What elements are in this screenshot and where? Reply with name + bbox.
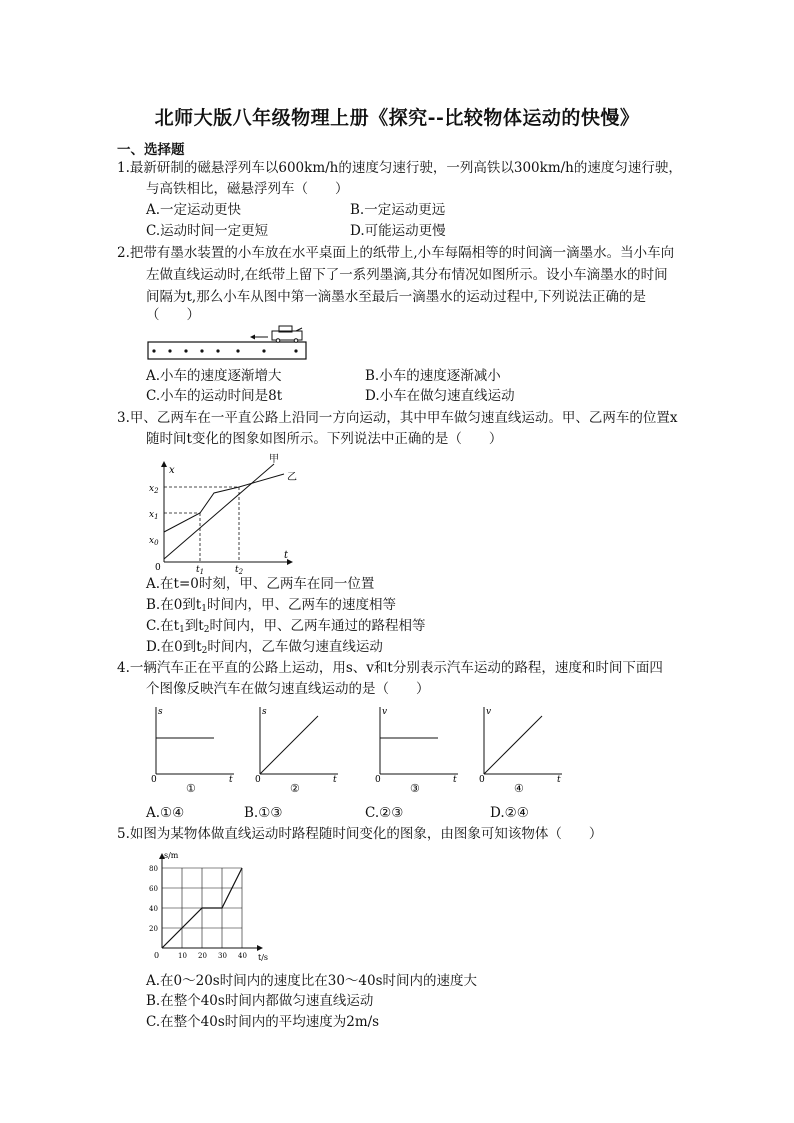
q4-option-b: B.①③ xyxy=(244,805,283,821)
q3-option-d: D.在0到$t_2$时间内，乙车做匀速直线运动 xyxy=(146,639,383,656)
q2-stem-line3: 间隔为t,那么小车从图中第一滴墨水至最后一滴墨水的运动过程中,下列说法正确的是 xyxy=(146,289,647,305)
q4-g3-origin: 0 xyxy=(375,775,381,785)
q5-x-tick: 20 xyxy=(198,952,207,960)
label-jia: 甲 xyxy=(269,454,279,465)
q5-x-tick: 10 xyxy=(178,952,187,960)
q4-g1-origin: 0 xyxy=(151,775,157,785)
q1-option-d: D.可能运动更慢 xyxy=(350,223,446,239)
q4-g1-y-label: s xyxy=(158,707,163,717)
q2-stem-line2: 左做直线运动时,在纸带上留下了一系列墨滴,其分布情况如图所示。设小车滴墨水的时间 xyxy=(146,267,668,283)
q5-y-label: s/m xyxy=(164,851,179,860)
q4-g3-y-label: v xyxy=(382,707,388,717)
tick-x0: $x_0$ xyxy=(149,536,159,547)
toy-car-icon xyxy=(272,326,302,342)
q5-y-tick: 40 xyxy=(149,905,158,913)
q4-g2-sloped-line xyxy=(260,716,318,774)
q4-g4-sloped-line xyxy=(484,716,542,774)
q4-option-a: A.①④ xyxy=(146,805,185,821)
q5-x-tick: 30 xyxy=(218,952,227,960)
y-axis-label: x xyxy=(169,465,175,476)
q5-origin: 0 xyxy=(154,951,160,960)
q3-option-b: B.在0到$t_1$时间内，甲、乙两车的速度相等 xyxy=(146,597,396,614)
q5-y-tick: 80 xyxy=(149,865,158,873)
q1-option-c: C.运动时间一定更短 xyxy=(146,223,269,239)
q5-y-tick: 60 xyxy=(149,885,158,893)
q5-y-tick: 20 xyxy=(149,925,158,933)
q2-option-d: D.小车在做匀速直线运动 xyxy=(365,388,515,404)
q5-option-c: C.在整个40s时间内的平均速度为2m/s xyxy=(146,1014,380,1030)
guide-lines xyxy=(164,487,239,562)
q4-g1-x-label: t xyxy=(229,775,233,785)
q5-stem: 5.如图为某物体做直线运动时路程随时间变化的图象，由图象可知该物体（ ） xyxy=(117,826,603,842)
q2-stem-line4: （ ） xyxy=(146,307,200,323)
q5-option-b: B.在整个40s时间内都做匀速直线运动 xyxy=(146,993,374,1009)
ink-tape-figure xyxy=(146,325,310,363)
line-yi xyxy=(164,474,284,532)
left-arrow-icon xyxy=(250,335,268,340)
q4-g4-origin: 0 xyxy=(479,775,485,785)
tick-x1: $x_1$ xyxy=(149,510,159,521)
paper-tape xyxy=(148,342,306,359)
section-heading: 一、选择题 xyxy=(117,142,185,158)
q3-stem-line1: 3.甲、乙两车在一平直公路上沿同一方向运动，其中甲车做匀速直线运动。甲、乙两车的位置x xyxy=(117,410,678,426)
x-axis-label: t xyxy=(284,550,289,561)
q3-position-time-graph xyxy=(144,450,304,574)
q4-graph-4 xyxy=(474,702,566,797)
origin-label: 0 xyxy=(155,563,161,573)
q2-option-a: A.小车的速度逐渐增大 xyxy=(146,368,282,384)
tick-t2: $t_2$ xyxy=(235,565,244,574)
label-yi: 乙 xyxy=(287,472,297,483)
q4-graph-1 xyxy=(146,702,238,797)
q4-g2-number: ② xyxy=(290,782,300,795)
q4-g2-origin: 0 xyxy=(255,775,261,785)
q4-stem-line2: 个图像反映汽车在做匀速直线运动的是（ ） xyxy=(146,681,430,697)
q4-option-d: D.②④ xyxy=(490,805,529,821)
q1-stem-line1: 1.最新研制的磁悬浮列车以600km/h的速度匀速行驶，一列高铁以300km/h的速度匀速行驶， xyxy=(117,160,682,176)
q3-stem-line2: 随时间t变化的图象如图所示。下列说法中正确的是（ ） xyxy=(146,431,503,447)
tick-x2: $x_2$ xyxy=(149,484,159,495)
q3-option-c: C.在$t_1$到$t_2$时间内，甲、乙两车通过的路程相等 xyxy=(146,618,426,635)
line-jia xyxy=(164,464,274,559)
q1-stem-line2: 与高铁相比，磁悬浮列车（ ） xyxy=(146,181,349,197)
q4-g2-y-label: s xyxy=(262,707,267,717)
q2-stem-line1: 2.把带有墨水装置的小车放在水平桌面上的纸带上,小车每隔相等的时间滴一滴墨水。当小车向 xyxy=(117,245,675,261)
q4-g2-x-label: t xyxy=(333,775,337,785)
q5-option-a: A.在0～20s时间内的速度比在30～40s时间内的速度大 xyxy=(146,973,478,989)
q5-distance-time-graph xyxy=(130,848,280,966)
q5-x-label: t/s xyxy=(258,953,269,962)
q4-g3-x-label: t xyxy=(453,775,457,785)
q4-graph-3 xyxy=(370,702,462,797)
q4-stem-line1: 4.一辆汽车正在平直的公路上运动，用s、v和t分别表示汽车运动的路程，速度和时间下面四 xyxy=(117,660,663,676)
q4-g4-x-label: t xyxy=(557,775,561,785)
tick-t1: $t_1$ xyxy=(196,565,205,574)
q1-option-b: B.一定运动更远 xyxy=(350,202,446,218)
q1-option-a: A.一定运动更快 xyxy=(146,202,242,218)
q4-graph-2 xyxy=(250,702,342,797)
q4-g3-number: ③ xyxy=(410,782,420,795)
page-title: 北师大版八年级物理上册《探究--比较物体运动的快慢》 xyxy=(154,107,640,129)
q4-option-c: C.②③ xyxy=(365,805,404,821)
q4-g4-y-label: v xyxy=(486,707,492,717)
q3-option-a: A.在t=0时刻，甲、乙两车在同一位置 xyxy=(146,576,375,592)
q4-g1-number: ① xyxy=(186,782,196,795)
q5-x-tick: 40 xyxy=(238,952,247,960)
q4-g4-number: ④ xyxy=(514,782,524,795)
q2-option-b: B.小车的速度逐渐减小 xyxy=(365,368,501,384)
q2-option-c: C.小车的运动时间是8t xyxy=(146,388,283,404)
